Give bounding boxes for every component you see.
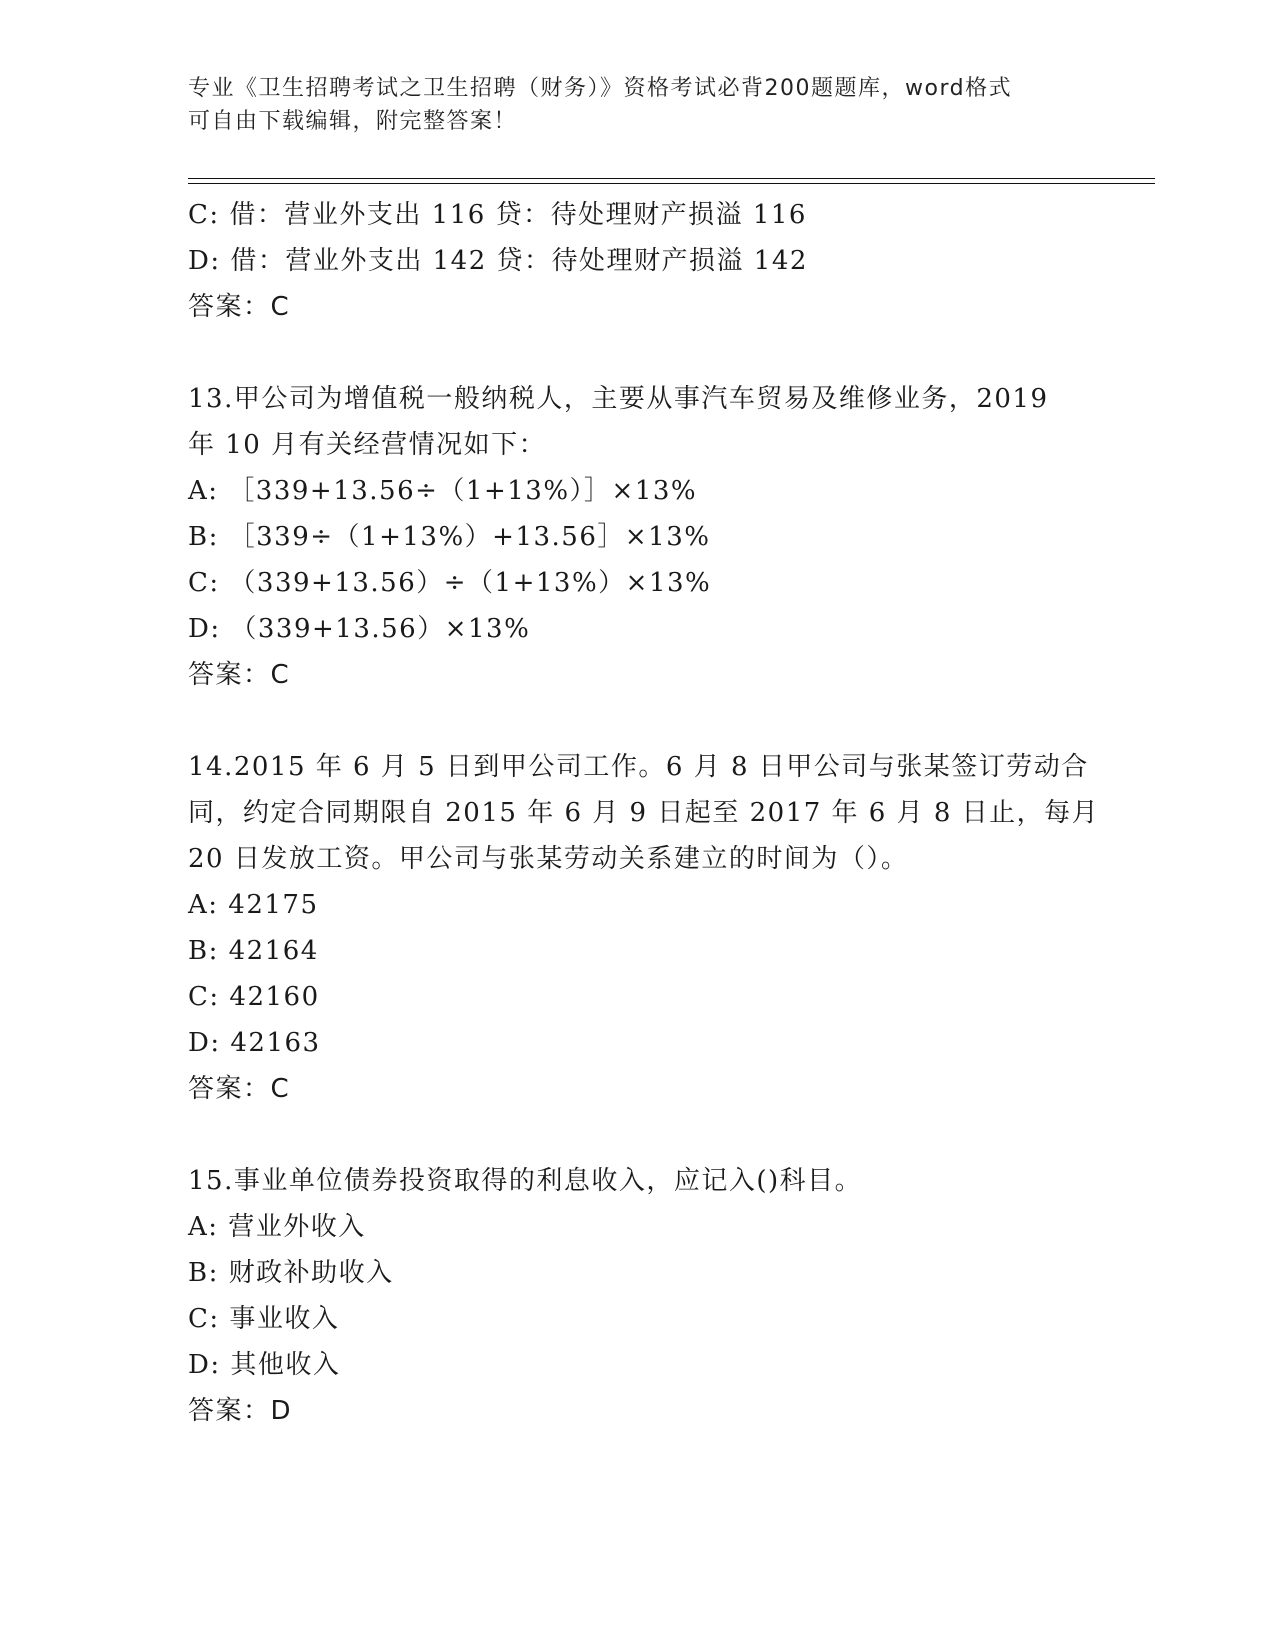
option-c: C: 借：营业外支出 116 贷：待处理财产损溢 116 (188, 200, 807, 230)
answer: 答案：C (188, 292, 291, 322)
option-d: D: 其他收入 (188, 1350, 341, 1380)
option-b: B: 财政补助收入 (188, 1258, 394, 1288)
header-line-2: 可自由下载编辑，附完整答案！ (188, 109, 518, 134)
question-text: 15.事业单位债券投资取得的利息收入，应记入()科目。 (188, 1166, 863, 1196)
option-b: B: 42164 (188, 936, 319, 966)
answer: 答案：C (188, 1074, 291, 1104)
option-a: A: ［339+13.56÷（1+13%）］×13% (188, 476, 698, 506)
option-d: D: 42163 (188, 1028, 321, 1058)
question-12-tail (188, 192, 1088, 330)
question-14 (188, 744, 1100, 1112)
option-c: C: （339+13.56）÷（1+13%）×13% (188, 568, 712, 598)
spacer (188, 1112, 1088, 1158)
question-text: 同，约定合同期限自 2015 年 6 月 9 日起至 2017 年 6 月 8 日止，每月 (188, 798, 1100, 828)
answer: 答案：D (188, 1396, 293, 1426)
header-divider-bottom (188, 183, 1155, 184)
option-d: D: （339+13.56）×13% (188, 614, 531, 644)
question-text: 14.2015 年 6 月 5 日到甲公司工作。6 月 8 日甲公司与张某签订劳动合 (188, 752, 1089, 782)
option-b: B: ［339÷（1+13%）+13.56］×13% (188, 522, 711, 552)
option-c: C: 42160 (188, 982, 320, 1012)
question-text: 20 日发放工资。甲公司与张某劳动关系建立的时间为（）。 (188, 844, 909, 874)
question-list (188, 192, 1100, 1434)
answer: 答案：C (188, 660, 291, 690)
option-a: A: 42175 (188, 890, 319, 920)
question-text: 年 10 月有关经营情况如下： (188, 430, 547, 460)
header-line-1: 专业《卫生招聘考试之卫生招聘（财务）》资格考试必背200题题库，word格式 (188, 76, 1013, 101)
option-d: D: 借：营业外支出 142 贷：待处理财产损溢 142 (188, 246, 808, 276)
question-13 (188, 376, 1088, 698)
document-header (188, 72, 1088, 138)
header-divider-top (188, 178, 1155, 179)
question-15 (188, 1158, 1088, 1434)
option-c: C: 事业收入 (188, 1304, 340, 1334)
question-text: 13.甲公司为增值税一般纳税人，主要从事汽车贸易及维修业务，2019 (188, 384, 1049, 414)
spacer (188, 698, 1088, 744)
option-a: A: 营业外收入 (188, 1212, 366, 1242)
spacer (188, 330, 1088, 376)
